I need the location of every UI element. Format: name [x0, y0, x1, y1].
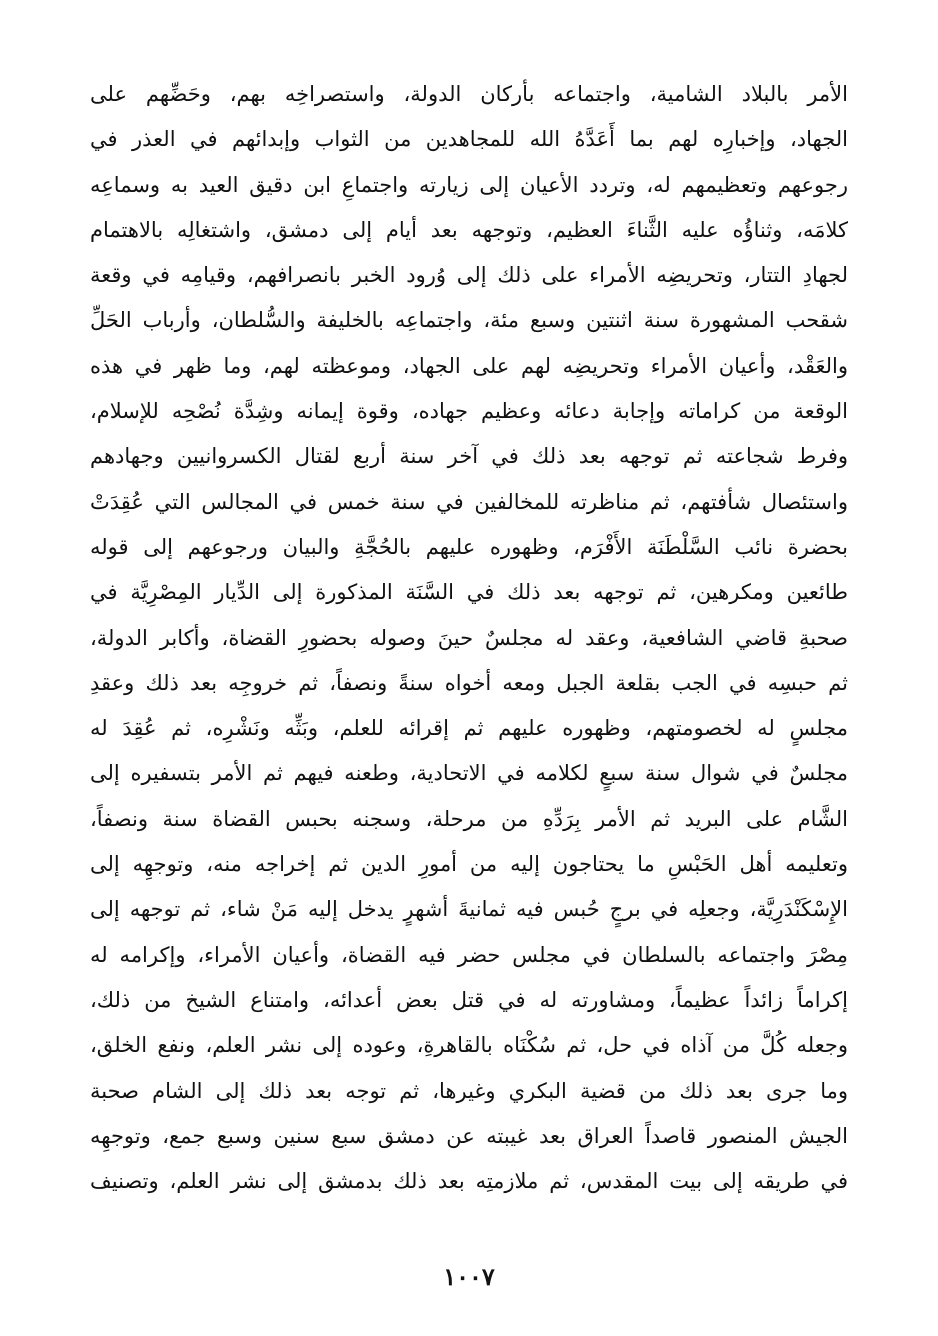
text-line-9: وفرط شجاعته ثم توجهه بعد ذلك في آخر سنة أربع لقتال الكسروانيين وجهادهم: [90, 444, 848, 469]
text-line-15: مجلسٍ له لخصومتهم، وظهوره عليهم ثم إقرائه للعلم، وبَثِّه ونَشْرِه، ثم عُقِدَ له: [90, 716, 848, 741]
text-line-1: الأمر بالبلاد الشامية، واجتماعه بأركان الدولة، واستصراخِه بهم، وحَضِّهم على: [90, 82, 848, 106]
text-line-2: الجهاد، وإخبارِه لهم بما أَعَدَّهُ الله للمجاهدين من الثواب وإبدائهم في العذر في: [90, 127, 848, 152]
text-line-11: بحضرة نائب السَّلْطَنَة الأَفْرَم، وظهوره عليهم بالحُجَّةِ والبيان ورجوعهم إلى قوله: [90, 534, 848, 559]
text-line-8: الوقعة من كراماته وإجابة دعائه وعظيم جهاده، وقوة إيمانه وشِدَّة نُصْحِه للإسلام،: [90, 399, 848, 424]
text-line-19: الإِسْكَنْدَرِيَّة، وجعلِه في برجٍ حُبس فيه ثمانيةَ أشهرٍ يدخل إليه مَنْ شاء، ثم توجهه إلى: [90, 897, 848, 922]
text-line-25: في طريقه إلى بيت المقدس، ثم ملازمتِه بعد ذلك بدمشق إلى نشر العلم، وتصنيف: [90, 1169, 848, 1194]
text-line-16: مجلسٌ في شوال سنة سبعٍ لكلامه في الاتحادية، وطعنه فيهم ثم الأمر بتسفيره إلى: [90, 761, 848, 786]
text-line-3: رجوعهم وتعظيمهم له، وتردد الأعيان إلى زيارته واجتماعِ ابن دقيق العيد به وسماعِه: [90, 172, 848, 197]
text-line-24: الجيش المنصور قاصداً العراق بعد غيبته عن دمشق سبع سنين وسبع جمع، وتوجهِه: [90, 1123, 848, 1148]
body-text: [90, 72, 848, 1204]
text-line-7: والعَقْد، وأعيان الأمراء وتحريضِه لهم على الجهاد، وموعظته لهم، وما ظهر في هذه: [90, 353, 848, 378]
text-line-5: لجهادِ التتار، وتحريضِه الأمراء على ذلك إلى وُرود الخبر بانصرافهم، وقيامِه في وقعة: [90, 263, 848, 288]
text-line-12: طائعين ومكرهين، ثم توجهه بعد ذلك في السَّنَة المذكورة إلى الدِّيار المِصْرِيَّة في: [90, 580, 848, 605]
text-line-23: وما جرى بعد ذلك من قضية البكري وغيرها، ثم توجه بعد ذلك إلى الشام صحبة: [90, 1078, 848, 1103]
text-line-10: واستئصال شأفتهم، ثم مناظرته للمخالفين في سنة خمس في المجالس التي عُقِدَتْ: [90, 489, 848, 514]
text-line-6: شقحب المشهورة سنة اثنتين وسبع مئة، واجتماعِه بالخليفة والسُّلطان، وأرباب الحَلِّ: [90, 308, 848, 333]
text-line-21: إكراماً زائداً عظيماً، ومشاورته له في قتل بعض أعدائه، وامتناع الشيخ من ذلك،: [90, 987, 848, 1012]
text-line-13: صحبةِ قاضي الشافعية، وعقد له مجلسٌ حينَ وصوله بحضورِ القضاة، وأكابر الدولة،: [90, 625, 848, 650]
text-line-18: وتعليمه أهل الحَبْسِ ما يحتاجون إليه من أمورِ الدين ثم إخراجه منه، وتوجهِه إلى: [90, 852, 848, 877]
text-line-20: مِصْرَ واجتماعه بالسلطان في مجلس حضر فيه القضاة، وأعيان الأمراء، وإكرامه له: [90, 942, 848, 967]
text-line-17: الشَّام على البريد ثم الأمر بِرَدِّهِ من مرحلة، وسجنه بحبس القضاة سنة ونصفاً،: [90, 806, 848, 831]
text-line-4: كلامَه، وثناؤُه عليه الثَّناءَ العظيم، وتوجهه بعد أيام إلى دمشق، واشتغالِه بالاهتمام: [90, 217, 848, 242]
text-line-22: وجعله كُلَّ من آذاه في حل، ثم سُكْنَاه بالقاهرةِ، وعوده إلى نشر العلم، ونفع الخلق،: [90, 1033, 848, 1058]
page-number: ١٠٠٧: [443, 1262, 495, 1291]
text-line-14: ثم حبسِه في الجب بقلعة الجبل ومعه أخواه سنةً ونصفاً، ثم خروجِه بعد ذلك وعقدِ: [90, 670, 848, 695]
